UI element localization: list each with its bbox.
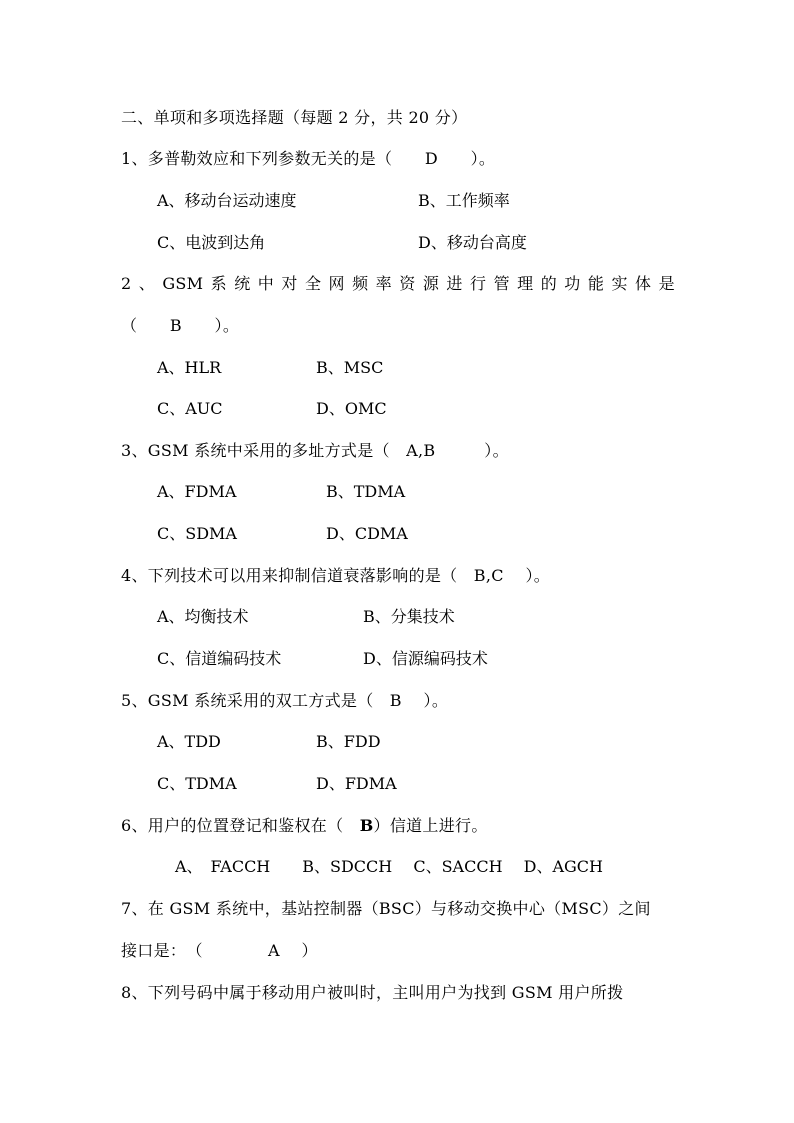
question-5-option-a: A、TDD bbox=[157, 732, 221, 751]
question-1-option-b: B、工作频率 bbox=[418, 191, 510, 210]
question-5-stem: 5、GSM 系统采用的双工方式是（ B ）。 bbox=[121, 691, 449, 710]
question-5-option-b: B、FDD bbox=[316, 732, 381, 751]
question-6-answer: B bbox=[359, 816, 374, 835]
question-4-stem: 4、下列技术可以用来抑制信道衰落影响的是（ B,C ）。 bbox=[121, 566, 551, 585]
question-7-stem-line2: 接口是： （ A ） bbox=[121, 941, 318, 960]
question-1-stem: 1、多普勒效应和下列参数无关的是（ D ）。 bbox=[121, 149, 496, 168]
question-2-option-b: B、MSC bbox=[316, 358, 384, 377]
question-4-option-b: B、分集技术 bbox=[363, 607, 455, 626]
question-5-option-c: C、TDMA bbox=[157, 774, 237, 793]
question-4-option-a: A、均衡技术 bbox=[157, 607, 249, 626]
section-title: 二、单项和多项选择题（每题 2 分，共 20 分） bbox=[121, 108, 468, 127]
question-2-option-d: D、OMC bbox=[316, 399, 387, 418]
question-5-option-d: D、FDMA bbox=[316, 774, 397, 793]
question-3-option-c: C、SDMA bbox=[157, 524, 237, 543]
question-3-option-a: A、FDMA bbox=[157, 482, 237, 501]
question-4-option-d: D、信源编码技术 bbox=[363, 649, 488, 668]
question-1-option-d: D、移动台高度 bbox=[418, 233, 527, 252]
question-6-options: A、 FACCH B、SDCCH C、SACCH D、AGCH bbox=[175, 857, 603, 876]
question-3-option-d: D、CDMA bbox=[326, 524, 408, 543]
question-2-option-a: A、HLR bbox=[157, 358, 222, 377]
question-3-stem: 3、GSM 系统中采用的多址方式是（ A,B ）。 bbox=[121, 441, 509, 460]
question-1-option-c: C、电波到达角 bbox=[157, 233, 266, 252]
question-2-option-c: C、AUC bbox=[157, 399, 223, 418]
question-7-stem-line1: 7、在 GSM 系统中，基站控制器（BSC）与移动交换中心（MSC）之间 bbox=[121, 899, 651, 918]
question-6-stem: 6、用户的位置登记和鉴权在（ B）信道上进行。 bbox=[121, 816, 488, 835]
question-3-option-b: B、TDMA bbox=[326, 482, 406, 501]
question-2-stem-line1: 2 、 GSM 系 统 中 对 全 网 频 率 资 源 进 行 管 理 的 功 能 实 体 是 bbox=[121, 274, 675, 293]
question-4-option-c: C、信道编码技术 bbox=[157, 649, 282, 668]
question-2-stem-line2: （ B ）。 bbox=[121, 316, 240, 335]
question-8-stem-line1: 8、下列号码中属于移动用户被叫时，主叫用户为找到 GSM 用户所拨 bbox=[121, 983, 624, 1002]
question-1-option-a: A、移动台运动速度 bbox=[157, 191, 297, 210]
